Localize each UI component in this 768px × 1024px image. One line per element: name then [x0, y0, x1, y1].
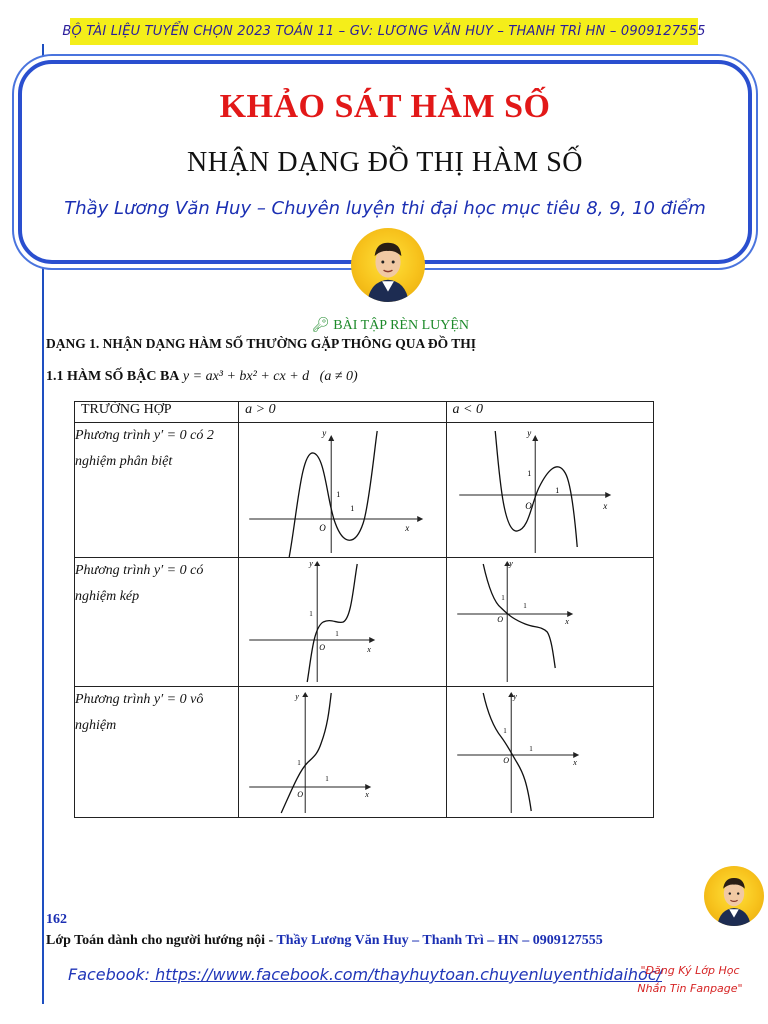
header-a-positive: a > 0	[239, 402, 446, 423]
x-axis-label: x	[405, 523, 410, 533]
x-axis-label: x	[365, 790, 369, 799]
tick-label: 1	[528, 745, 533, 753]
teacher-avatar	[351, 228, 425, 302]
footer-contact	[46, 933, 603, 949]
tick-label: 1	[554, 486, 559, 495]
footer-avatar-illustration-icon	[704, 866, 764, 926]
tick-label: 1	[522, 602, 527, 610]
x-axis-label: x	[367, 645, 371, 654]
tick-label: 1	[350, 504, 355, 513]
y-axis-label: y	[295, 692, 299, 701]
avatar-illustration-icon	[351, 228, 425, 302]
footer-lead: Lớp Toán dành cho người hướng nội -	[46, 933, 274, 948]
x-axis-label: x	[564, 617, 569, 626]
facebook-link[interactable]: https://www.facebook.com/thayhuytoan.chuyenluyenthidaihoc/	[150, 965, 663, 984]
origin-label: O	[319, 523, 326, 533]
tick-label: 1	[297, 759, 301, 767]
sub-heading-condition: (a ≠ 0)	[319, 369, 358, 384]
dang-heading: DẠNG 1. NHẬN DẠNG HÀM SỐ THƯỜNG GẶP THÔNG QUA ĐỒ THỊ	[46, 336, 477, 351]
tick-label: 1	[325, 775, 329, 783]
graph-no-root-a-neg	[446, 687, 653, 818]
graph-no-root-a-pos-plot	[239, 687, 445, 817]
fanpage-note	[626, 962, 754, 998]
footer-teacher: Thầy Lương Văn Huy – Thanh Trì – HN – 0909127555	[273, 933, 603, 948]
page-title: KHẢO SÁT HÀM SỐ	[219, 88, 551, 125]
section-tag	[312, 317, 469, 334]
tick-label: 1	[335, 630, 339, 638]
y-axis-label: y	[322, 428, 327, 438]
page-subtitle: NHẬN DẠNG ĐỒ THỊ HÀM SỐ	[187, 147, 583, 178]
x-axis-label: x	[572, 758, 577, 767]
graph-no-root-a-pos	[239, 687, 446, 818]
sub-heading-label: 1.1 HÀM SỐ BẬC BA	[46, 369, 180, 384]
origin-label: O	[502, 756, 509, 765]
graph-two-roots-a-pos-plot	[239, 423, 445, 557]
table-row	[75, 687, 654, 818]
origin-label: O	[524, 501, 532, 511]
case-double-root: Phương trình y′ = 0 có nghiệm kép	[75, 558, 239, 687]
table-header-row	[75, 402, 654, 423]
section-tag-label: BÀI TẬP RÈN LUYỆN	[333, 318, 470, 333]
graph-two-roots-a-neg-plot	[447, 423, 653, 557]
header-case: TRƯỜNG HỢP	[75, 402, 239, 423]
cubic-cases-table	[74, 401, 654, 818]
sub-heading	[46, 369, 358, 385]
top-banner: BỘ TÀI LIỆU TUYỂN CHỌN 2023 TOÁN 11 – GV: LƯƠNG VĂN HUY – THANH TRÌ HN – 0909127555	[70, 18, 698, 45]
author-line: Thầy Lương Văn Huy – Chuyên luyện thi đại học mục tiêu 8, 9, 10 điểm	[64, 198, 706, 219]
sub-heading-formula: y = ax³ + bx² + cx + d	[182, 369, 310, 384]
fanpage-line-1: "Đăng Ký Lớp Học	[640, 964, 740, 977]
origin-label: O	[297, 790, 304, 799]
graph-two-roots-a-pos	[239, 423, 446, 558]
graph-double-root-a-pos	[239, 558, 446, 687]
graph-two-roots-a-neg	[446, 423, 653, 558]
graph-double-root-a-neg	[446, 558, 653, 687]
header-a-negative: a < 0	[446, 402, 653, 423]
table-row	[75, 423, 654, 558]
y-axis-label: y	[508, 559, 513, 568]
facebook-label: Facebook:	[68, 965, 151, 984]
table-row	[75, 558, 654, 687]
tick-label: 1	[309, 610, 313, 618]
origin-label: O	[319, 643, 326, 652]
x-axis-label: x	[602, 501, 607, 511]
tick-label: 1	[502, 727, 507, 735]
tick-label: 1	[526, 469, 531, 478]
footer-avatar	[704, 866, 764, 926]
case-two-roots: Phương trình y′ = 0 có 2 nghiệm phân biệt	[75, 423, 239, 558]
graph-double-root-a-pos-plot	[239, 558, 445, 686]
graph-no-root-a-neg-plot	[447, 687, 653, 817]
page-number: 162	[46, 912, 67, 927]
tick-label: 1	[336, 490, 341, 499]
key-icon: 🔑︎	[312, 318, 330, 333]
fanpage-line-2: Nhắn Tin Fanpage"	[637, 982, 743, 995]
graph-double-root-a-neg-plot	[447, 558, 653, 686]
y-axis-label: y	[512, 692, 517, 701]
y-axis-label: y	[309, 559, 313, 568]
tick-label: 1	[500, 594, 505, 602]
facebook-line	[68, 965, 662, 984]
case-no-root: Phương trình y′ = 0 vô nghiệm	[75, 687, 239, 818]
origin-label: O	[496, 615, 503, 624]
y-axis-label: y	[526, 428, 531, 438]
